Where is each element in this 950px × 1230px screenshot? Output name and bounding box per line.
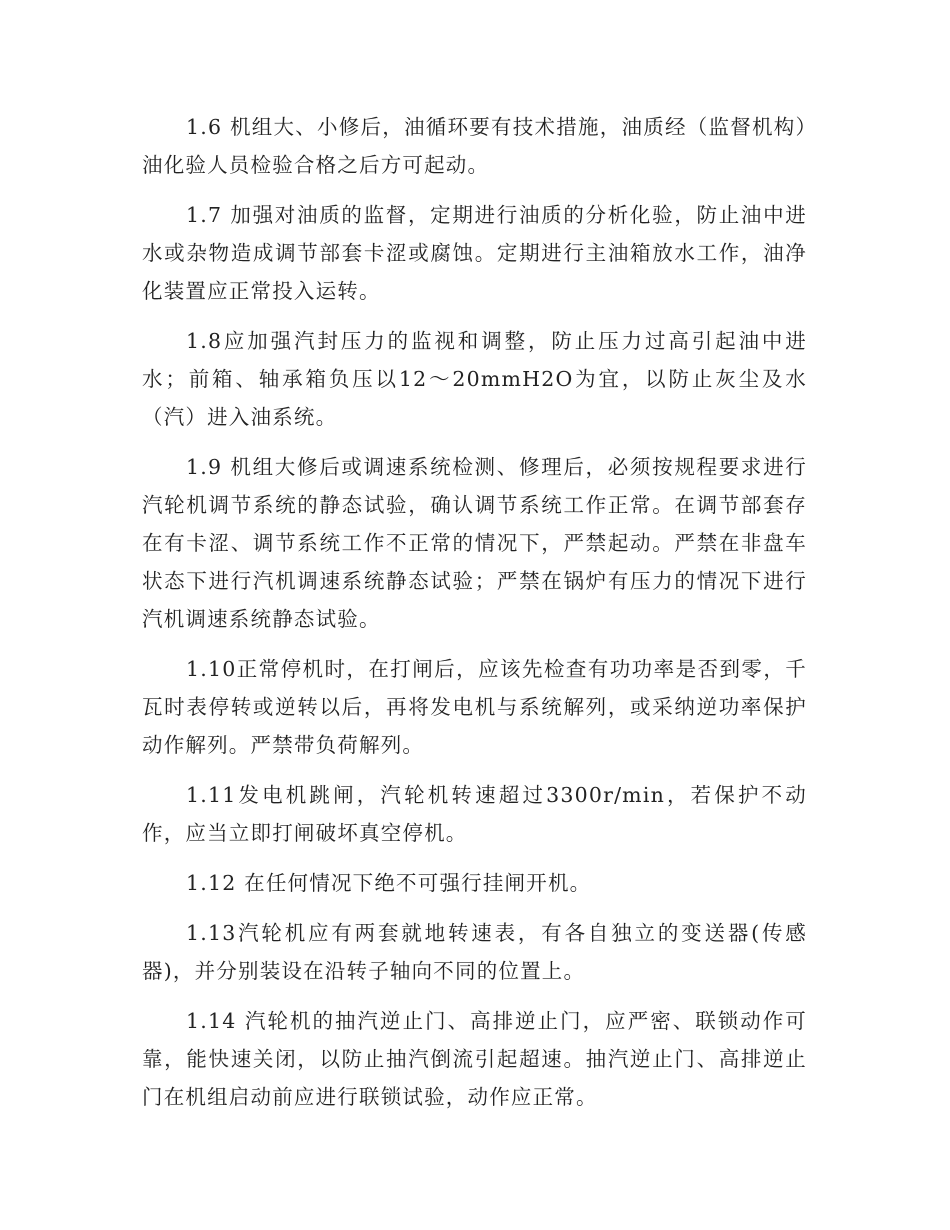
paragraph-1-7: 1.7 加强对油质的监督，定期进行油质的分析化验，防止油中进水或杂物造成调节部套卡涩或腐蚀。定期进行主油箱放水工作，油净化装置应正常投入运转。 [142, 203, 807, 303]
paragraph-1-13: 1.13汽轮机应有两套就地转速表，有各自独立的变送器(传感器)，并分别装设在沿转子轴向不同的位置上。 [142, 921, 807, 983]
paragraph-1-11: 1.11发电机跳闸，汽轮机转速超过3300r/min，若保护不动作，应当立即打闸破坏真空停机。 [142, 783, 807, 845]
paragraph-1-10: 1.10正常停机时，在打闸后，应该先检查有功功率是否到零，千瓦时表停转或逆转以后，再将发电机与系统解列，或采纳逆功率保护动作解列。严禁带负荷解列。 [142, 657, 807, 757]
document-body [142, 108, 807, 1128]
paragraph-1-12: 1.12 在任何情况下绝不可强行挂闸开机。 [186, 871, 592, 895]
paragraph-1-14: 1.14 汽轮机的抽汽逆止门、高排逆止门，应严密、联锁动作可靠，能快速关闭，以防止抽汽倒流引起超速。抽汽逆止门、高排逆止门在机组启动前应进行联锁试验，动作应正常。 [142, 1009, 807, 1109]
paragraph-1-8: 1.8应加强汽封压力的监视和调整，防止压力过高引起油中进水；前箱、轴承箱负压以12～20mmH2O为宜，以防止灰尘及水（汽）进入油系统。 [142, 329, 807, 429]
paragraph-1-9: 1.9 机组大修后或调速系统检测、修理后，必须按规程要求进行汽轮机调节系统的静态试验，确认调节系统工作正常。在调节部套存在有卡涩、调节系统工作不正常的情况下，严禁起动。严禁在非盘车状态下进行汽机调速系统静态试验；严禁在锅炉有压力的情况下进行汽机调速系统静态试验。 [142, 455, 807, 631]
paragraph-1-6: 1.6 机组大、小修后，油循环要有技术措施，油质经（监督机构）油化验人员检验合格之后方可起动。 [142, 115, 807, 177]
